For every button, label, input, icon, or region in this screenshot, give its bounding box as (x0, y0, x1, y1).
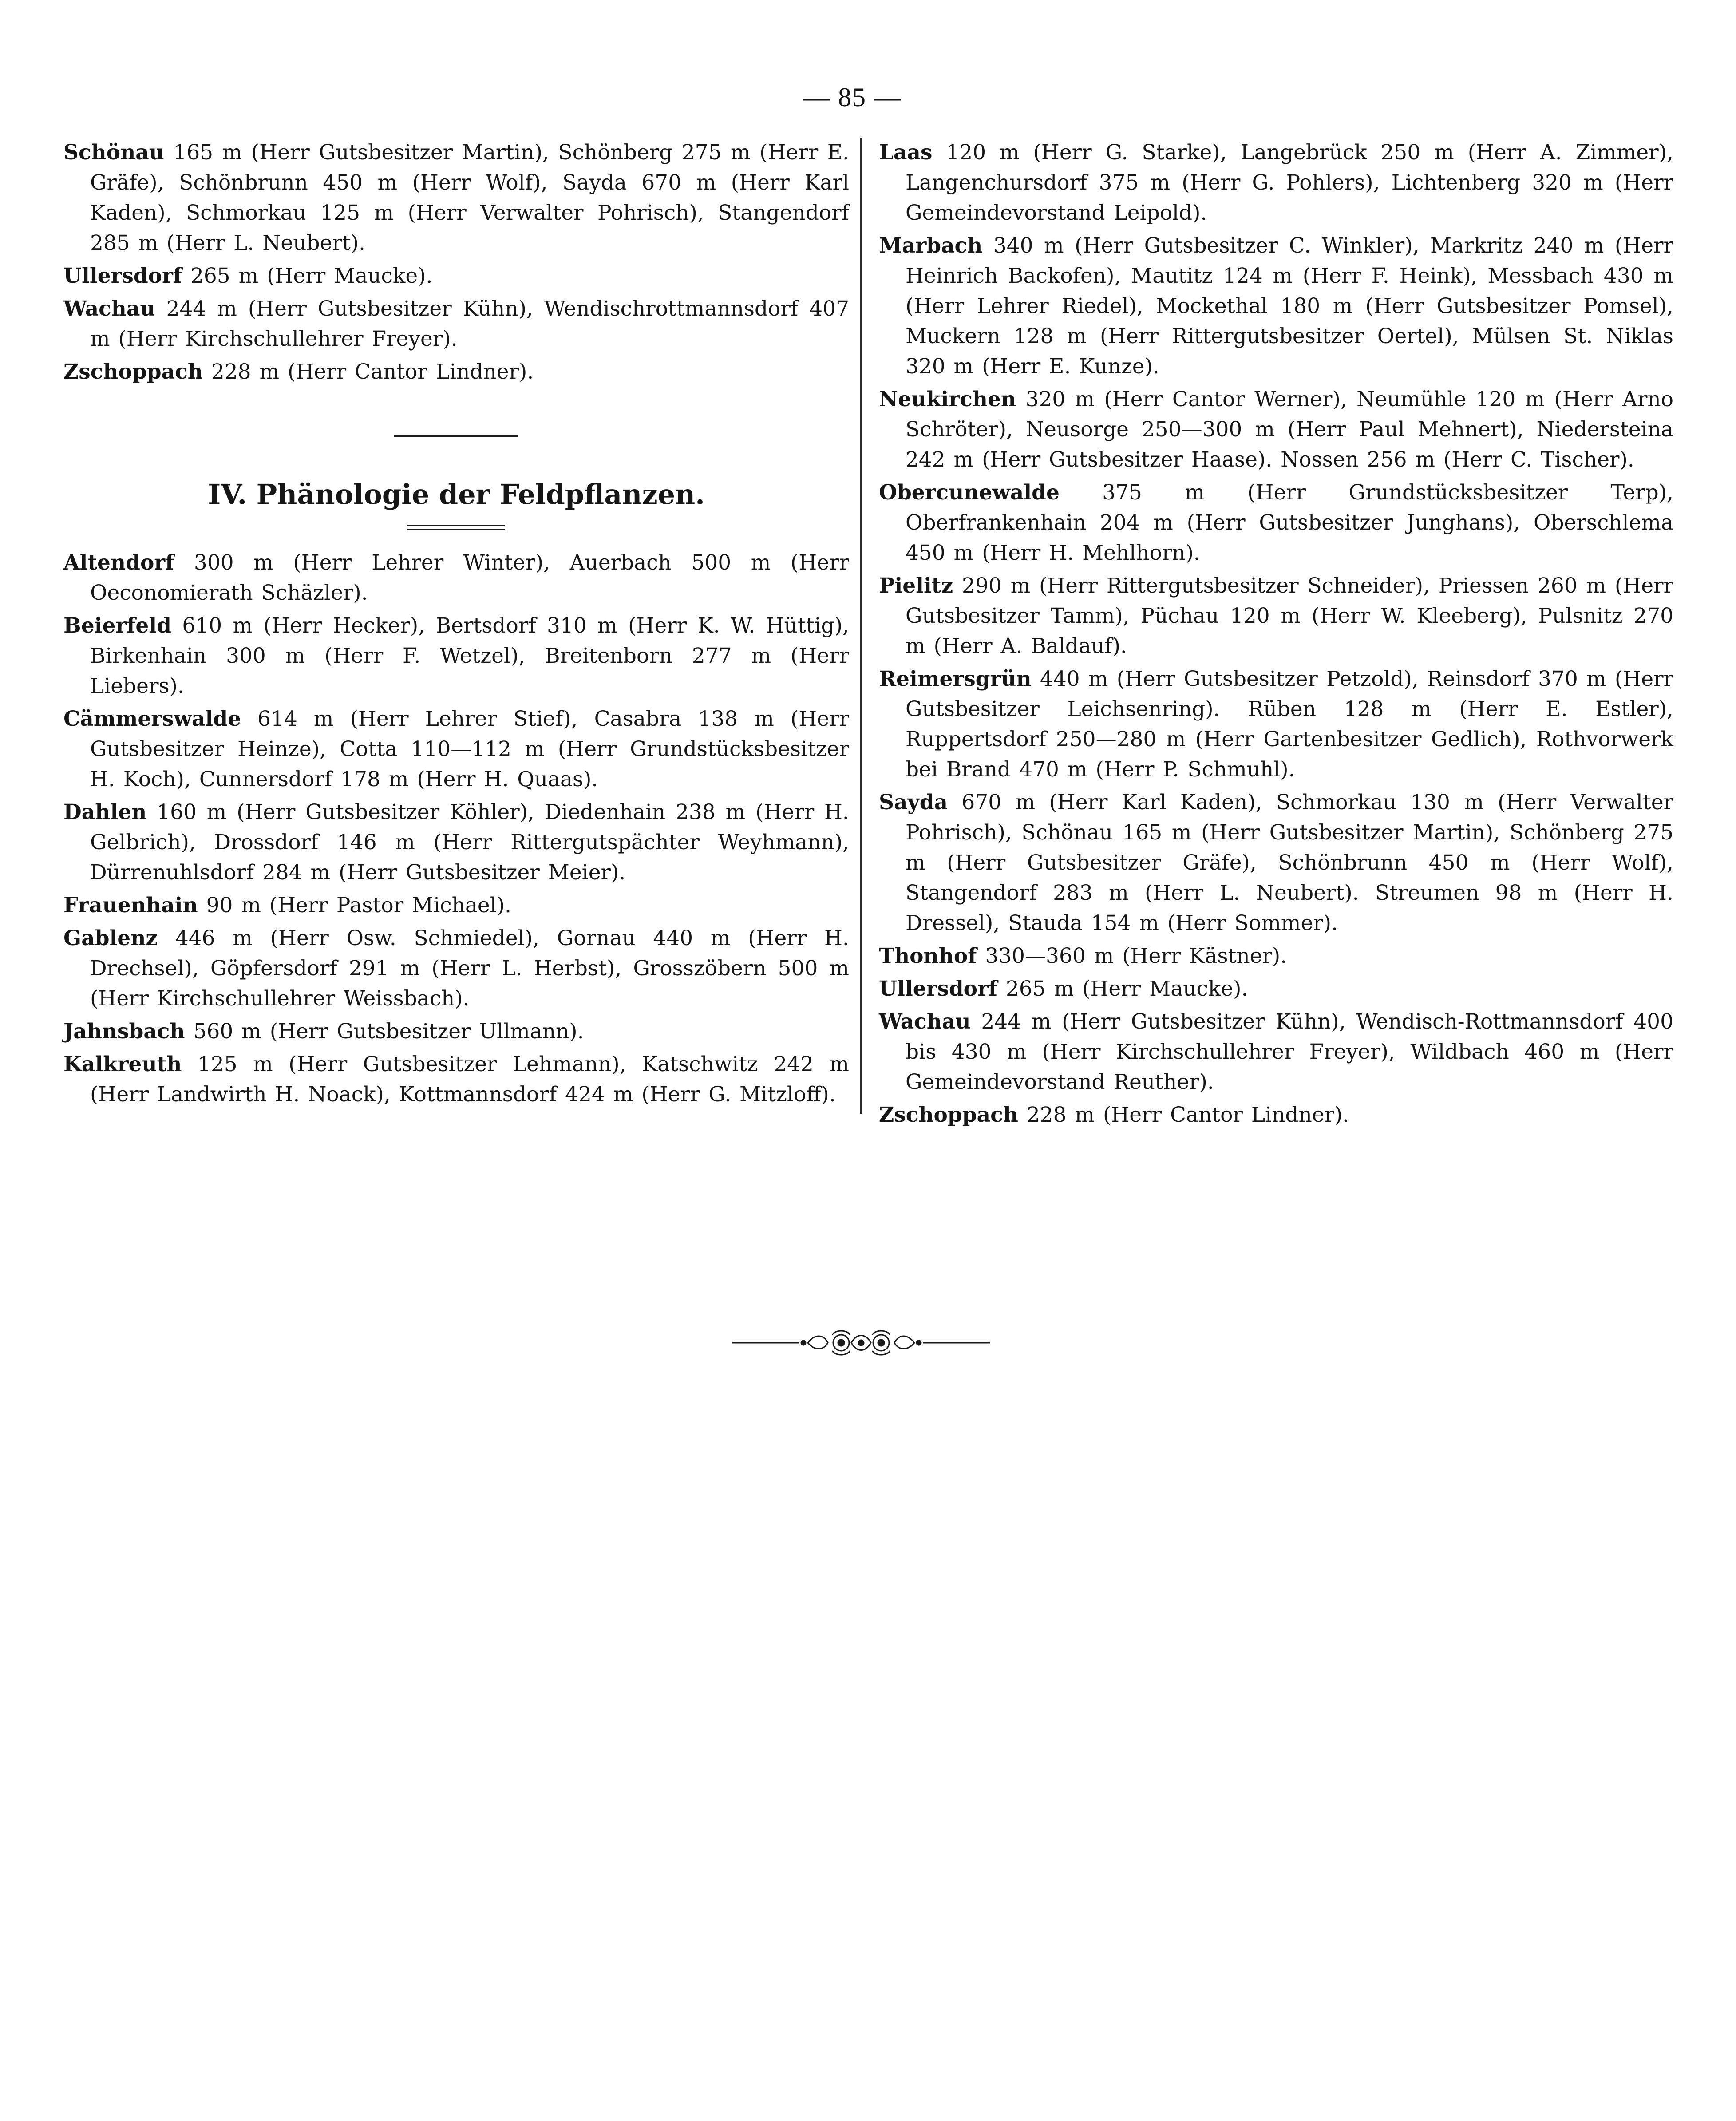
list-item (879, 138, 1673, 228)
entry-text: 340 m (Herr Gutsbesitzer C. Winkler), Markritz 240 m (Herr Heinrich Backofen), Mautitz 124 m (Herr F. Heink), Messbach 430 m (Herr Lehrer Riedel), Mockethal 180 m (Herr Gutsbesitzer Pomsel), Muckern 128 m (Herr Rittergutsbesitzer Oertel), Mülsen St. Niklas 320 m (Herr E. Kunze). (906, 233, 1673, 379)
place-name: Jahnsbach (63, 1019, 185, 1044)
entry-text: 265 m (Herr Maucke). (997, 977, 1248, 1001)
place-name: Zschoppach (63, 360, 203, 384)
list-item (63, 294, 849, 354)
list-item (63, 890, 849, 921)
entry-text: 165 m (Herr Gutsbesitzer Martin), Schönberg 275 m (Herr E. Gräfe), Schönbrunn 450 m (Herr Wolf), Sayda 670 m (Herr Karl Kaden), Schmorkau 125 m (Herr Verwalter Pohrisch), Stangendorf 285 m (Herr L. Neubert). (90, 140, 849, 255)
list-item (63, 1017, 849, 1047)
left-column (63, 138, 849, 1112)
entry-text: 610 m (Herr Hecker), Bertsdorf 310 m (Herr K. W. Hüttig), Birkenhain 300 m (Herr F. Wetzel), Breitenborn 277 m (Herr Liebers). (90, 613, 849, 698)
place-name: Obercunewalde (879, 480, 1060, 505)
section-separator-rule (394, 435, 518, 437)
place-name: Kalkreuth (63, 1052, 182, 1076)
place-name: Pielitz (879, 574, 953, 598)
list-item (63, 138, 849, 258)
title-double-rule (407, 525, 505, 530)
list-item (879, 664, 1673, 785)
place-name: Marbach (879, 233, 983, 258)
list-item (879, 787, 1673, 938)
place-name: Laas (879, 140, 933, 165)
entry-list (63, 548, 849, 1110)
entry-text: 440 m (Herr Gutsbesitzer Petzold), Reinsdorf 370 m (Herr Gutsbesitzer Leichsenring). Rüben 128 m (Herr E. Estler), Ruppertsdorf 250—280 m (Herr Gartenbesitzer Gedlich), Rothvorwerk bei Brand 470 m (Herr P. Schmuhl). (906, 667, 1673, 782)
list-item (63, 797, 849, 888)
entry-text: 160 m (Herr Gutsbesitzer Köhler), Diedenhain 238 m (Herr H. Gelbrich), Drossdorf 146 m (Herr Rittergutspächter Weyhmann), Dürrenuhlsdorf 284 m (Herr Gutsbesitzer Meier). (90, 800, 849, 885)
entry-text: 320 m (Herr Cantor Werner), Neumühle 120 m (Herr Arno Schröter), Neusorge 250—300 m (Herr Paul Mehnert), Niedersteina 242 m (Herr Gutsbesitzer Haase). Nossen 256 m (Herr C. Tischer). (906, 387, 1673, 472)
entry-text: 228 m (Herr Cantor Lindner). (202, 360, 534, 384)
list-item (63, 548, 849, 608)
place-name: Reimersgrün (879, 667, 1032, 691)
list-item (63, 923, 849, 1014)
place-name: Frauenhain (63, 893, 198, 918)
place-name: Thonhof (879, 944, 977, 968)
list-item (63, 1049, 849, 1110)
entry-text: 375 m (Herr Grundstücksbesitzer Terp), Oberfrankenhain 204 m (Herr Gutsbesitzer Junghans), Oberschlema 450 m (Herr H. Mehlhorn). (906, 480, 1673, 565)
entry-text: 446 m (Herr Osw. Schmiedel), Gornau 440 m (Herr H. Drechsel), Göpfersdorf 291 m (Herr L. Herbst), Grosszöbern 500 m (Herr Kirchschullehrer Weissbach). (90, 926, 849, 1011)
place-name: Dahlen (63, 800, 147, 824)
section-title: IV. Phänologie der Feldpflanzen. (208, 478, 705, 510)
list-item (63, 261, 849, 291)
list-item (879, 1007, 1673, 1097)
entry-text: 300 m (Herr Lehrer Winter), Auerbach 500 m (Herr Oeconomierath Schäzler). (90, 550, 849, 605)
place-name: Altendorf (63, 550, 174, 575)
place-name: Schönau (63, 140, 164, 165)
place-name: Sayda (879, 790, 948, 815)
entry-text: 125 m (Herr Gutsbesitzer Lehmann), Katschwitz 242 m (Herr Landwirth H. Noack), Kottmannsdorf 424 m (Herr G. Mitzloff). (90, 1052, 849, 1107)
place-name: Gablenz (63, 926, 158, 950)
entry-text: 670 m (Herr Karl Kaden), Schmorkau 130 m (Herr Verwalter Pohrisch), Schönau 165 m (Herr Gutsbesitzer Martin), Schönberg 275 m (Herr Gutsbesitzer Gräfe), Schönbrunn 450 m (Herr Wolf), Stangendorf 283 m (Herr L. Neubert). Streumen 98 m (Herr H. Dressel), Stauda 154 m (Herr Sommer). (906, 790, 1673, 935)
entry-text: 614 m (Herr Lehrer Stief), Casabra 138 m (Herr Gutsbesitzer Heinze), Cotta 110—112 m (Herr Grundstücksbesitzer H. Koch), Cunnersdorf 178 m (Herr H. Quaas). (90, 707, 849, 791)
entry-list (63, 138, 849, 387)
entry-text: 228 m (Herr Cantor Lindner). (1018, 1103, 1349, 1127)
list-item (879, 974, 1673, 1004)
list-item (879, 571, 1673, 661)
place-name: Beierfeld (63, 613, 171, 638)
place-name: Zschoppach (879, 1103, 1018, 1127)
entry-text: 244 m (Herr Gutsbesitzer Kühn), Wendisch-Rottmannsdorf 400 bis 430 m (Herr Kirchschullehrer Freyer), Wildbach 460 m (Herr Gemeindevorstand Reuther). (906, 1009, 1673, 1094)
place-name: Wachau (63, 297, 155, 321)
entry-text: 330—360 m (Herr Kästner). (977, 944, 1287, 968)
entry-text: 290 m (Herr Rittergutsbesitzer Schneider), Priessen 260 m (Herr Gutsbesitzer Tamm), Püchau 120 m (Herr W. Kleeberg), Pulsnitz 270 m (Herr A. Baldauf). (906, 574, 1673, 658)
right-column (879, 138, 1673, 1133)
place-name: Wachau (879, 1009, 971, 1034)
place-name: Ullersdorf (63, 264, 182, 288)
place-name: Ullersdorf (879, 977, 998, 1001)
place-name: Neukirchen (879, 387, 1016, 412)
page-number: — 85 — (803, 83, 902, 112)
list-item (879, 231, 1673, 382)
entry-list (879, 138, 1673, 1130)
entry-text: 244 m (Herr Gutsbesitzer Kühn), Wendischrottmannsdorf 407 m (Herr Kirchschullehrer Freyer). (90, 297, 849, 351)
list-item (879, 384, 1673, 475)
entry-text: 90 m (Herr Pastor Michael). (198, 893, 511, 918)
list-item (879, 1100, 1673, 1130)
list-item (879, 941, 1673, 971)
list-item (63, 357, 849, 387)
entry-text: 265 m (Herr Maucke). (182, 264, 433, 288)
entry-text: 120 m (Herr G. Starke), Langebrück 250 m (Herr A. Zimmer), Langenchursdorf 375 m (Herr G. Pohlers), Lichtenberg 320 m (Herr Gemeindevorstand Leipold). (906, 140, 1673, 225)
entry-text: 560 m (Herr Gutsbesitzer Ullmann). (185, 1019, 584, 1044)
list-item (63, 611, 849, 701)
floral-ornament-divider-icon (732, 1325, 990, 1361)
column-divider (860, 138, 862, 1114)
place-name: Cämmerswalde (63, 707, 241, 731)
list-item (879, 478, 1673, 568)
list-item (63, 704, 849, 795)
